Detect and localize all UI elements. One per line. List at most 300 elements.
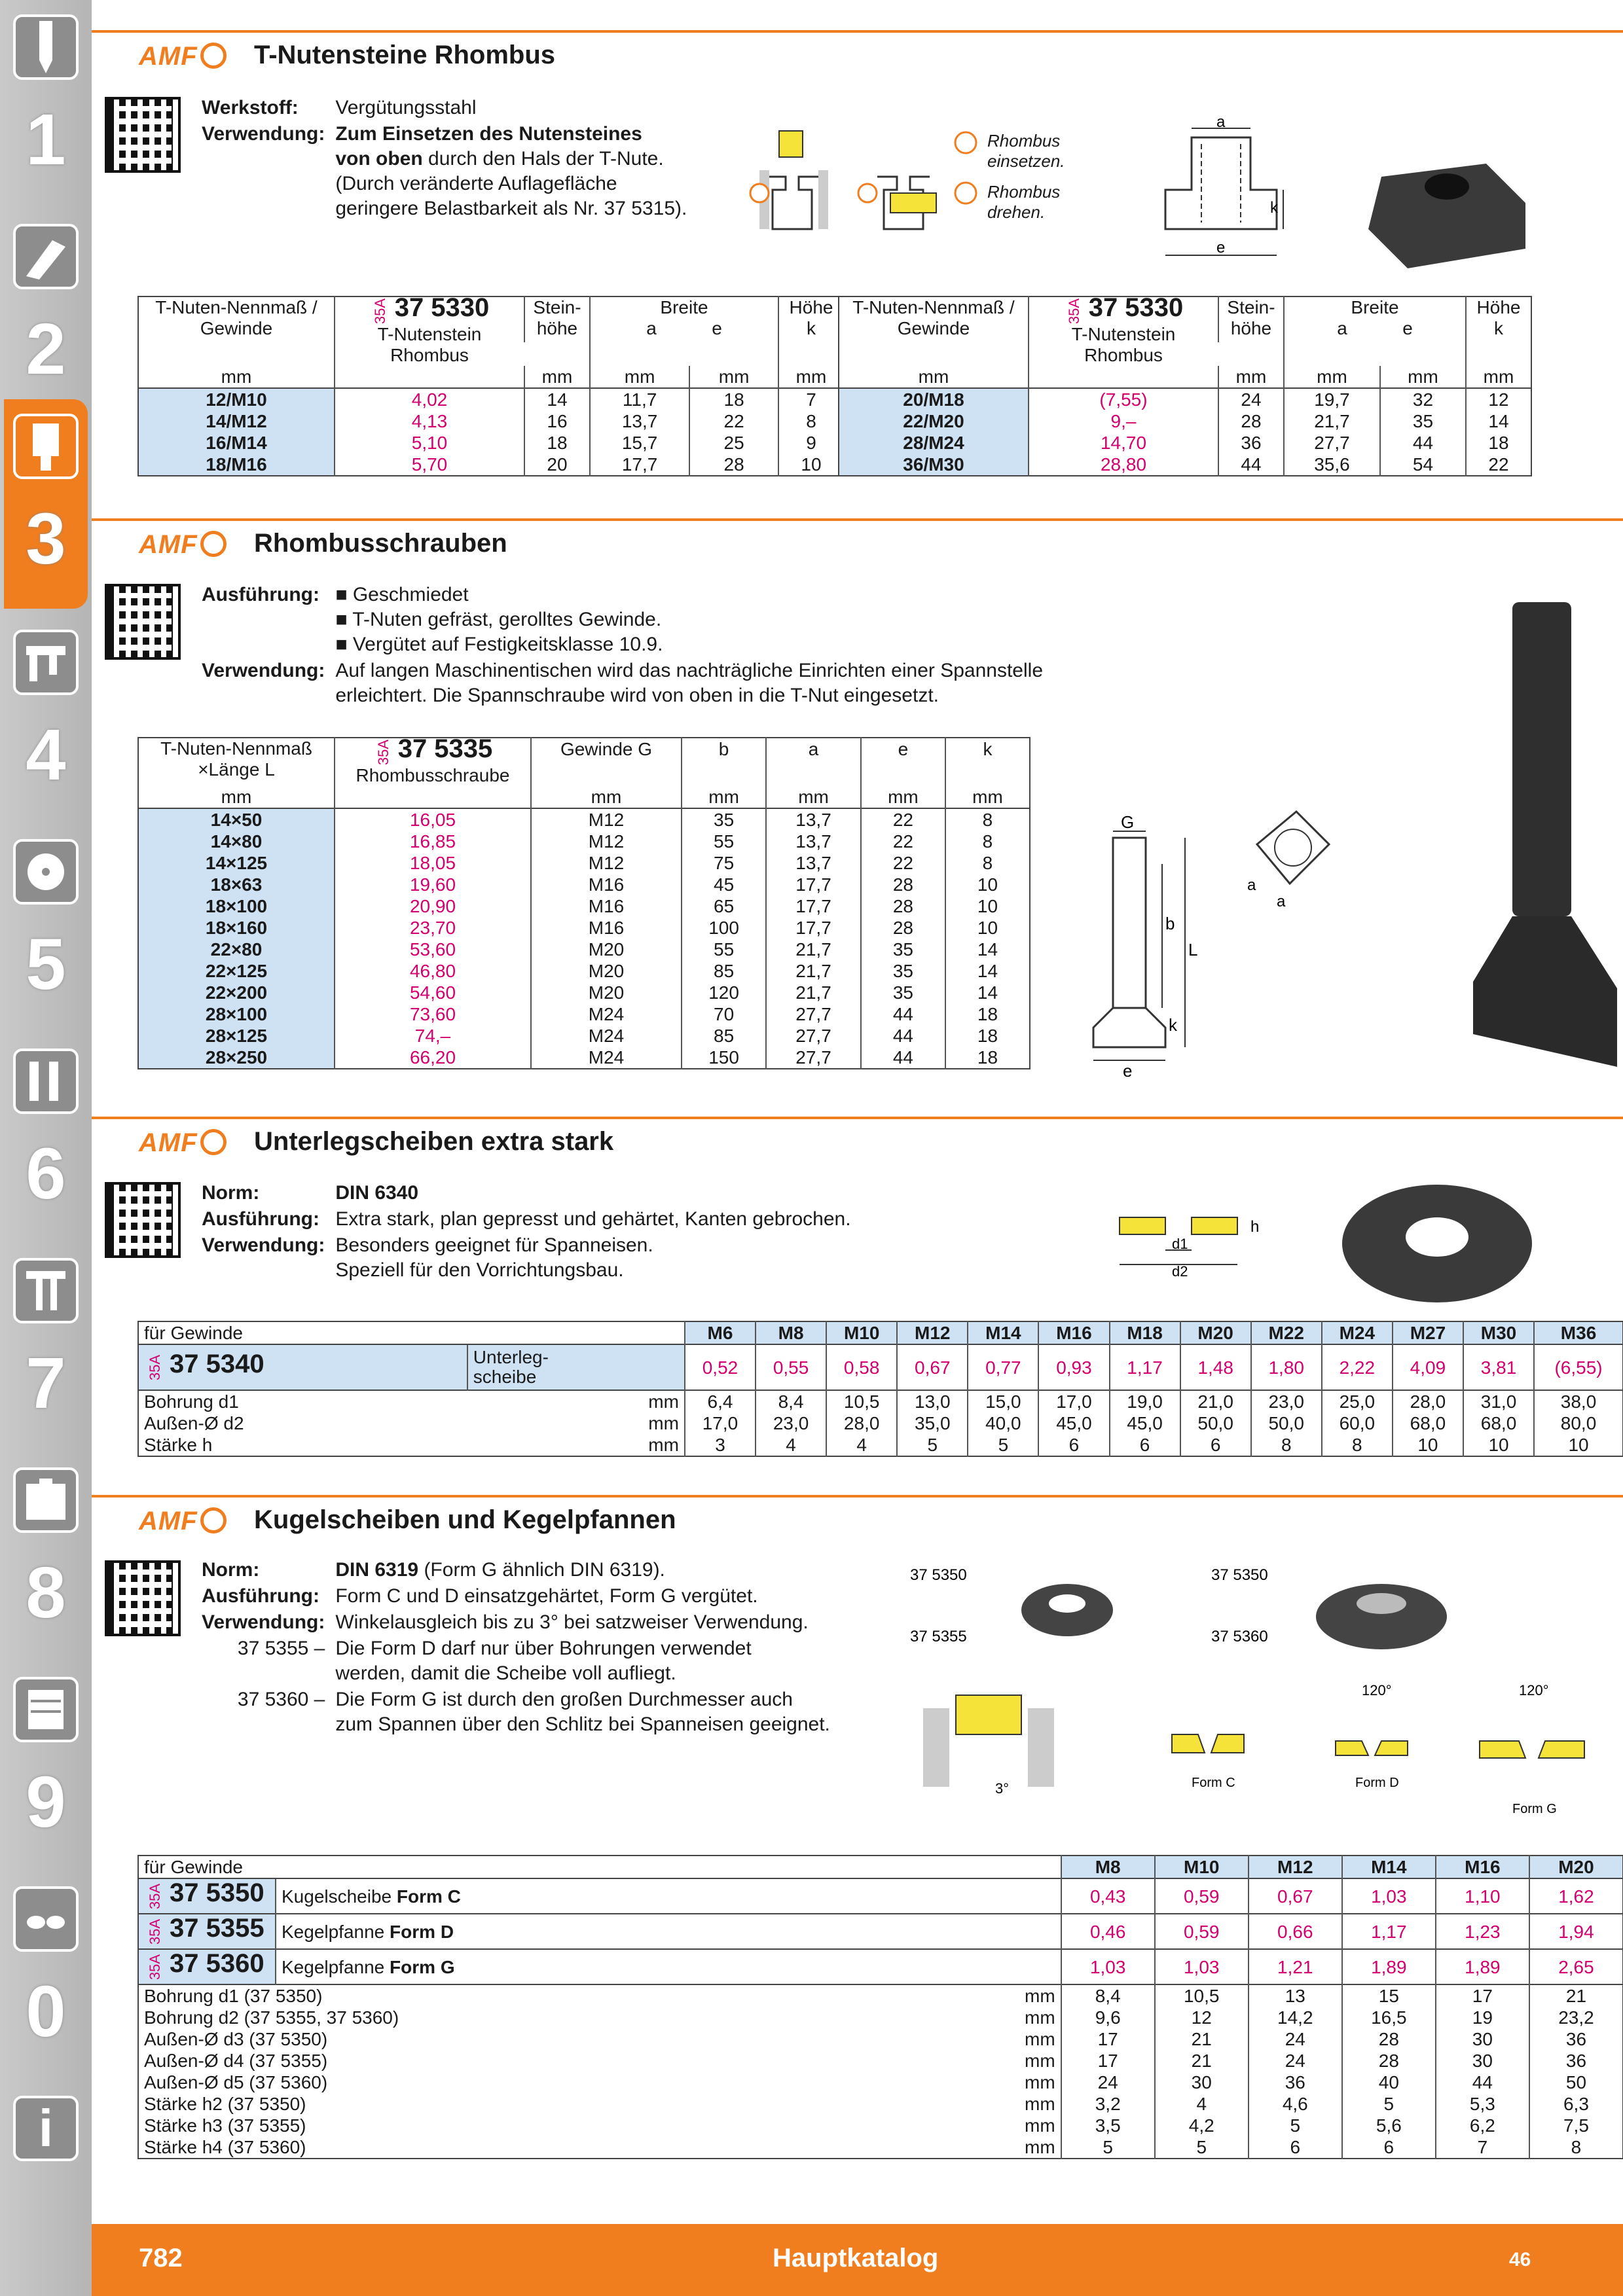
table-cell: 18 [689, 388, 778, 410]
table-cell: 12 [1155, 2007, 1249, 2028]
table-row [138, 454, 844, 476]
row-label [138, 2115, 1061, 2136]
row-unit: mm [648, 1435, 679, 1455]
table-cell: 45,0 [1110, 1412, 1180, 1434]
price-cell: 16,05 [335, 808, 531, 831]
article-cell [138, 1344, 467, 1390]
price-cell: 1,21 [1249, 1949, 1342, 1984]
price-cell: 1,03 [1061, 1949, 1155, 1984]
section-title: Unterlegscheiben extra stark [254, 1127, 614, 1156]
chapter-tab-info[interactable] [4, 2081, 88, 2199]
table-cell: 22/M20 [839, 410, 1029, 432]
price-cell: 1,23 [1436, 1914, 1529, 1949]
table-cell: 8 [1322, 1434, 1393, 1456]
table-cell: M20 [531, 939, 682, 960]
table-cell: 18×160 [138, 917, 335, 939]
chapter-tab-4[interactable]: 4 [4, 615, 88, 825]
table-cell: 11,7 [590, 388, 689, 410]
qr-code[interactable] [105, 1560, 181, 1636]
row-label [138, 1390, 685, 1412]
section-number: 46 [1509, 2249, 1531, 2270]
table-cell: 23,2 [1529, 2007, 1623, 2028]
table-cell: 40,0 [968, 1412, 1038, 1434]
table-cell: 22×200 [138, 982, 335, 1003]
price-cell: 0,93 [1038, 1344, 1109, 1390]
table-cell: 28 [1218, 410, 1284, 432]
safety-glasses-icon [13, 1886, 79, 1952]
header-cell: M27 [1393, 1321, 1463, 1344]
chapter-tab-2[interactable]: 2 [4, 209, 88, 419]
table-cell: 18×63 [138, 874, 335, 895]
table-cell: 35 [861, 982, 945, 1003]
section-title: Rhombusschrauben [254, 529, 507, 558]
table-cell: 8,4 [756, 1390, 826, 1412]
table-cell: 12/M10 [138, 388, 335, 410]
price-cell: 5,10 [335, 432, 524, 454]
table-cell: 7,5 [1529, 2115, 1623, 2136]
table-row [138, 2072, 1623, 2093]
table-cell: 18 [945, 1003, 1030, 1025]
svg-text:Form D: Form D [1355, 1776, 1399, 1790]
table-cell: 22 [861, 831, 945, 852]
chapter-tab-8[interactable]: 8 [4, 1453, 88, 1662]
article-cell [138, 1949, 276, 1984]
table-cell: 10 [1463, 1434, 1534, 1456]
price-cell: 73,60 [335, 1003, 531, 1025]
table-cell: 14 [524, 388, 590, 410]
header-cell: M6 [685, 1321, 756, 1344]
price-cell: 1,03 [1155, 1949, 1249, 1984]
price-cell: 1,94 [1529, 1914, 1623, 1949]
table-cell: 23,0 [756, 1412, 826, 1434]
article-number: 37 5340 [170, 1350, 264, 1379]
table-cell: 13,7 [766, 808, 861, 831]
table-cell: 17 [1436, 1984, 1529, 2007]
table-cell: 6 [1038, 1434, 1109, 1456]
table-row [138, 2136, 1623, 2159]
header-cell: M20 [1529, 1856, 1623, 1878]
table-cell: 70 [682, 1003, 766, 1025]
table-cell: 4 [1155, 2093, 1249, 2115]
article-desc-text: Kugelscheibe [282, 1886, 397, 1907]
section-title: Kugelscheiben und Kegelpfannen [254, 1505, 676, 1534]
table-cell: 4 [756, 1434, 826, 1456]
table-row [138, 1434, 1623, 1456]
table-cell: 16/M14 [138, 432, 335, 454]
header-cell: für Gewinde [144, 1857, 243, 1877]
article-desc-line: scheibe [473, 1367, 537, 1387]
row-label [138, 2007, 1061, 2028]
table-cell: 44 [1436, 2072, 1529, 2093]
row-label [138, 2093, 1061, 2115]
row-label-text: Außen-Ø d5 (37 5360) [144, 2072, 328, 2092]
article-tag: 35A [147, 1954, 163, 1981]
table-cell: 16,5 [1342, 2007, 1436, 2028]
price-cell: 4,09 [1393, 1344, 1463, 1390]
table-cell: 17,7 [766, 874, 861, 895]
table-cell: 10 [1534, 1434, 1623, 1456]
price-cell: 0,66 [1249, 1914, 1342, 1949]
table-cell: 28 [1342, 2028, 1436, 2050]
row-label-text: Bohrung d1 [144, 1391, 239, 1412]
price-cell: 1,62 [1529, 1878, 1623, 1914]
svg-text:3°: 3° [995, 1780, 1010, 1797]
chapter-tab-9[interactable]: 9 [4, 1662, 88, 1872]
table-cell: 44 [1218, 454, 1284, 476]
table-cell: 28×250 [138, 1047, 335, 1069]
rhombusschrauben-table: T-Nuten-Nennmaß ×Länge L 35A 37 5335 Rhombusschraube Gewinde G b a e k mm mm mm mm mm mm 14×50 16,05 M12 35 13,7 22 8 14×80 16,85 M12 55 13,7 22 8 14×125 18,05 M12 75 13,7 22 8 18×63 19,60 M16 45 17,7 28 10 18×100 20,90 M16 65 17,7 28 10 18×160 23,70 M16 100 17,7 28 10 22×80 53,60 M20 55 21,7 35 14 22×125 46,80 M20 85 21,7 35 14 22×200 54,60 M20 120 21,7 35 14 28×100 73,60 M24 70 27,7 44 18 28×125 74,– M24 85 27,7 44 18 28×250 66,20 M24 150 27,7 44 18 [137, 737, 1030, 1069]
table-cell: 35 [861, 960, 945, 982]
table-cell: 10 [778, 454, 844, 476]
price-row [138, 1344, 1623, 1390]
table-cell: 35 [861, 939, 945, 960]
price-cell: 54,60 [335, 982, 531, 1003]
table-cell: 36 [1218, 432, 1284, 454]
table-cell: 18 [524, 432, 590, 454]
table-cell: 8 [945, 831, 1030, 852]
table-cell: 35,0 [897, 1412, 968, 1434]
svg-text:120°: 120° [1362, 1682, 1392, 1698]
table-cell: 21,7 [766, 939, 861, 960]
table-cell: 15 [1342, 1984, 1436, 2007]
table-row [138, 895, 1030, 917]
header-cell: M12 [897, 1321, 968, 1344]
svg-text:b: b [1165, 914, 1175, 933]
section-header-tnutensteine [92, 30, 1623, 77]
qr-code[interactable] [105, 1182, 181, 1258]
table-cell: 15,0 [968, 1390, 1038, 1412]
tnutenstein-table-right: T-Nuten-Nennmaß / Gewinde 35A 37 5330 T-Nutenstein Rhombus Stein- höhe Breite a e Höhe k mm mm mm mm mm 20/M18 (7,55) 24 19,7 32 12 22/M20 9,– 28 21,7 35 14 28/M24 14,70 36 27,7 44 18 36/M30 28,80 44 35,6 54 22 [838, 296, 1532, 476]
table-row [138, 432, 844, 454]
table-cell: 5 [1342, 2093, 1436, 2115]
article-tag: 35A [147, 1919, 163, 1945]
svg-text:37 5350: 37 5350 [910, 1566, 967, 1584]
table-cell: 65 [682, 895, 766, 917]
table-row [138, 2050, 1623, 2072]
table-cell: 15,7 [590, 432, 689, 454]
table-cell: 5 [1061, 2136, 1155, 2159]
svg-text:k: k [1270, 199, 1278, 217]
table-row [138, 1984, 1623, 2007]
table-cell: 10,5 [826, 1390, 897, 1412]
catalog-name: Hauptkatalog [773, 2244, 939, 2272]
article-cell [138, 1878, 276, 1914]
table-cell: 6 [1180, 1434, 1251, 1456]
svg-text:G: G [1121, 812, 1135, 832]
table-cell: M12 [531, 808, 682, 831]
table-cell: 50,0 [1251, 1412, 1322, 1434]
price-cell: 28,80 [1029, 454, 1218, 476]
table-cell: 14 [945, 960, 1030, 982]
table-cell: 14×125 [138, 852, 335, 874]
article-number: 37 5360 [170, 1949, 264, 1979]
price-cell: 53,60 [335, 939, 531, 960]
table-cell: 22×80 [138, 939, 335, 960]
price-cell: (7,55) [1029, 388, 1218, 410]
rhombus-top-view [1244, 805, 1342, 923]
price-cell: 0,77 [968, 1344, 1038, 1390]
chapter-tab-0[interactable]: 0 [4, 1872, 88, 2081]
header-cell: M20 [1180, 1321, 1251, 1344]
article-tag: 35A [147, 1884, 163, 1910]
table-cell: 17 [1061, 2028, 1155, 2050]
table-cell: 35,6 [1284, 454, 1380, 476]
article-desc [276, 1878, 1061, 1914]
price-cell: 20,90 [335, 895, 531, 917]
chapter-tab-7[interactable]: 7 [4, 1244, 88, 1453]
price-cell: 2,22 [1322, 1344, 1393, 1390]
svg-text:e: e [1123, 1061, 1133, 1081]
table-row [839, 388, 1531, 410]
header-cell: M18 [1110, 1321, 1180, 1344]
table-cell: 35 [1380, 410, 1466, 432]
table-cell: 28×100 [138, 1003, 335, 1025]
section-header-kugelscheiben [92, 1495, 1623, 1542]
product-info: Ausführung: ■ Geschmiedet ■ T-Nuten gefräst, gerolltes Gewinde. ■ Vergütet auf Festigkeitsklasse 10.9. Verwendung: Auf langen Maschinentischen wird das nachträgliche Einrichten einer Spannstelle erleichtert. Die Spannschraube wird von oben in die T-Nut eingesetzt. [202, 584, 1044, 706]
table-cell: 14 [945, 982, 1030, 1003]
table-cell: 17 [1061, 2050, 1155, 2072]
header-cell: M14 [968, 1321, 1038, 1344]
price-cell: 2,65 [1529, 1949, 1623, 1984]
table-cell: 80,0 [1534, 1412, 1623, 1434]
row-label-text: Stärke h [144, 1435, 213, 1455]
price-cell: 14,70 [1029, 432, 1218, 454]
price-cell: 0,52 [685, 1344, 756, 1390]
table-cell: 5,3 [1436, 2093, 1529, 2115]
table-cell: 18 [945, 1025, 1030, 1047]
table-cell: 27,7 [766, 1047, 861, 1069]
row-label-text: Außen-Ø d3 (37 5350) [144, 2029, 328, 2049]
table-cell: 28 [861, 895, 945, 917]
price-row [138, 1914, 1623, 1949]
header-cell: M16 [1038, 1321, 1109, 1344]
chapter-tab-6[interactable]: 6 [4, 1034, 88, 1244]
table-cell: 45,0 [1038, 1412, 1109, 1434]
price-cell: 0,43 [1061, 1878, 1155, 1914]
table-cell: M24 [531, 1003, 682, 1025]
table-cell: 28×125 [138, 1025, 335, 1047]
amf-logo: AMF [139, 1128, 227, 1158]
table-cell: 44 [861, 1047, 945, 1069]
price-cell: 0,59 [1155, 1914, 1249, 1949]
price-cell: 1,48 [1180, 1344, 1251, 1390]
article-desc [467, 1344, 685, 1390]
table-cell: 28 [861, 874, 945, 895]
table-cell: 6,3 [1529, 2093, 1623, 2115]
svg-text:k: k [1169, 1015, 1177, 1035]
svg-text:120°: 120° [1519, 1682, 1549, 1698]
price-cell: 0,55 [756, 1344, 826, 1390]
article-number: 37 5350 [170, 1878, 264, 1908]
table-cell: 5 [1249, 2115, 1342, 2136]
table-cell: 4,2 [1155, 2115, 1249, 2136]
price-cell: 1,89 [1342, 1949, 1436, 1984]
table-row [138, 1003, 1030, 1025]
table-cell: 18 [1466, 432, 1531, 454]
chapter-tab-1[interactable]: 1 [4, 0, 88, 209]
qr-code[interactable] [105, 584, 181, 660]
table-cell: 22 [861, 808, 945, 831]
table-cell: 54 [1380, 454, 1466, 476]
article-desc [276, 1914, 1061, 1949]
note-1: Rhombus einsetzen. [987, 131, 1065, 171]
price-cell: 19,60 [335, 874, 531, 895]
table-cell: M16 [531, 895, 682, 917]
section-header-unterlegscheiben [92, 1117, 1623, 1164]
table-cell: 21 [1529, 1984, 1623, 2007]
table-cell: 10,5 [1155, 1984, 1249, 2007]
row-label-text: Bohrung d1 (37 5350) [144, 1986, 323, 2006]
svg-text:a: a [1277, 893, 1286, 910]
table-cell: 18 [945, 1047, 1030, 1069]
table-cell: 21 [1155, 2028, 1249, 2050]
header-cell: M16 [1436, 1856, 1529, 1878]
table-cell: 25,0 [1322, 1390, 1393, 1412]
table-cell: M20 [531, 960, 682, 982]
section-header-rhombusschrauben [92, 518, 1623, 565]
table-cell: 10 [1393, 1434, 1463, 1456]
page-number: 782 [139, 2244, 183, 2272]
table-cell: 30 [1436, 2028, 1529, 2050]
table-cell: M12 [531, 831, 682, 852]
table-row [138, 917, 1030, 939]
table-row [138, 831, 1030, 852]
table-row [138, 388, 844, 410]
price-cell: 1,80 [1251, 1344, 1322, 1390]
table-cell: 17,7 [766, 917, 861, 939]
chapter-tab-3[interactable]: 3 [4, 399, 88, 609]
wrench-icon [13, 1049, 79, 1114]
article-desc-line: Unterleg- [473, 1347, 549, 1367]
table-cell: 21,0 [1180, 1390, 1251, 1412]
table-cell: 23,0 [1251, 1390, 1322, 1412]
table-cell: 55 [682, 831, 766, 852]
table-cell: 28 [689, 454, 778, 476]
table-cell: 18/M16 [138, 454, 335, 476]
table-cell: M12 [531, 852, 682, 874]
price-cell: 9,– [1029, 410, 1218, 432]
pliers-icon [13, 1258, 79, 1323]
page-footer [92, 2224, 1623, 2296]
tnutenstein-drawing [1152, 118, 1290, 275]
drill-icon [13, 14, 79, 80]
row-label [138, 1412, 685, 1434]
table-row [138, 982, 1030, 1003]
row-label-text: Stärke h2 (37 5350) [144, 2094, 306, 2114]
table-cell: 55 [682, 939, 766, 960]
row-unit: mm [1025, 1986, 1055, 2006]
table-cell: 8,4 [1061, 1984, 1155, 2007]
table-row [138, 2093, 1623, 2115]
qr-code[interactable] [105, 97, 181, 173]
table-cell: 85 [682, 960, 766, 982]
row-unit: mm [1025, 2094, 1055, 2114]
price-cell: 1,17 [1110, 1344, 1180, 1390]
table-cell: 30 [1155, 2072, 1249, 2093]
price-row [138, 1878, 1623, 1914]
table-row [138, 1390, 1623, 1412]
table-header-row [138, 1856, 1623, 1878]
table-cell: 10 [945, 874, 1030, 895]
table-cell: 22×125 [138, 960, 335, 982]
row-label-text: Außen-Ø d4 (37 5355) [144, 2051, 328, 2071]
table-row [138, 1047, 1030, 1069]
amf-logo: AMF [139, 1507, 227, 1536]
svg-text:37 5350: 37 5350 [1211, 1566, 1268, 1584]
kugelscheiben-drawings [910, 1564, 1623, 1826]
cabinet-icon [13, 1677, 79, 1742]
svg-text:d1: d1 [1172, 1236, 1188, 1252]
svg-text:L: L [1188, 940, 1198, 960]
table-cell: 14,2 [1249, 2007, 1342, 2028]
price-cell: 1,10 [1436, 1878, 1529, 1914]
table-cell: 75 [682, 852, 766, 874]
row-unit: mm [1025, 2115, 1055, 2136]
table-cell: 36 [1529, 2050, 1623, 2072]
header-cell: M14 [1342, 1856, 1436, 1878]
table-header-row [138, 1321, 1623, 1344]
table-cell: 20 [524, 454, 590, 476]
row-unit: mm [1025, 2007, 1055, 2028]
table-cell: M16 [531, 917, 682, 939]
table-cell: M20 [531, 982, 682, 1003]
svg-text:a: a [1247, 876, 1256, 894]
table-cell: 14 [945, 939, 1030, 960]
table-cell: 27,7 [766, 1003, 861, 1025]
table-cell: 21 [1155, 2050, 1249, 2072]
svg-text:d2: d2 [1172, 1263, 1188, 1280]
table-cell: 19 [1436, 2007, 1529, 2028]
table-row [138, 852, 1030, 874]
table-cell: 40 [1342, 2072, 1436, 2093]
table-cell: 36/M30 [839, 454, 1029, 476]
tnutenstein-photo [1355, 151, 1532, 275]
caliper-icon [13, 630, 79, 695]
saw-blade-icon [13, 839, 79, 905]
row-unit: mm [1025, 2029, 1055, 2049]
table-cell: 32 [1380, 388, 1466, 410]
table-cell: 50 [1529, 2072, 1623, 2093]
table-row [839, 432, 1531, 454]
table-cell: 24 [1218, 388, 1284, 410]
price-cell: 1,89 [1436, 1949, 1529, 1984]
table-cell: 9,6 [1061, 2007, 1155, 2028]
product-info: Werkstoff: Vergütungsstahl Verwendung: Zum Einsetzen des Nutensteines von oben durch den Hals der T-Nute. (Durch veränderte Auflagefläche geringere Belastbarkeit als Nr. 37 5315). [202, 97, 687, 219]
table-row [138, 2007, 1623, 2028]
insert-tool-icon [13, 224, 79, 289]
price-cell: 5,70 [335, 454, 524, 476]
header-cell: M8 [1061, 1856, 1155, 1878]
header-cell: M22 [1251, 1321, 1322, 1344]
table-cell: 30 [1436, 2050, 1529, 2072]
svg-text:Form C: Form C [1192, 1776, 1235, 1790]
table-cell: 4 [826, 1434, 897, 1456]
table-cell: 5 [968, 1434, 1038, 1456]
svg-text:h: h [1250, 1218, 1260, 1236]
chapter-tab-5[interactable]: 5 [4, 825, 88, 1034]
table-cell: 24 [1061, 2072, 1155, 2093]
table-cell: 6,2 [1436, 2115, 1529, 2136]
note-2: Rhombus drehen. [987, 182, 1061, 222]
price-row [138, 1949, 1623, 1984]
table-cell: 68,0 [1393, 1412, 1463, 1434]
table-cell: 31,0 [1463, 1390, 1534, 1412]
table-row [138, 2115, 1623, 2136]
amf-logo: AMF [139, 530, 227, 560]
svg-text:Form G: Form G [1512, 1802, 1557, 1816]
table-row [138, 1025, 1030, 1047]
table-cell: 19,0 [1110, 1390, 1180, 1412]
